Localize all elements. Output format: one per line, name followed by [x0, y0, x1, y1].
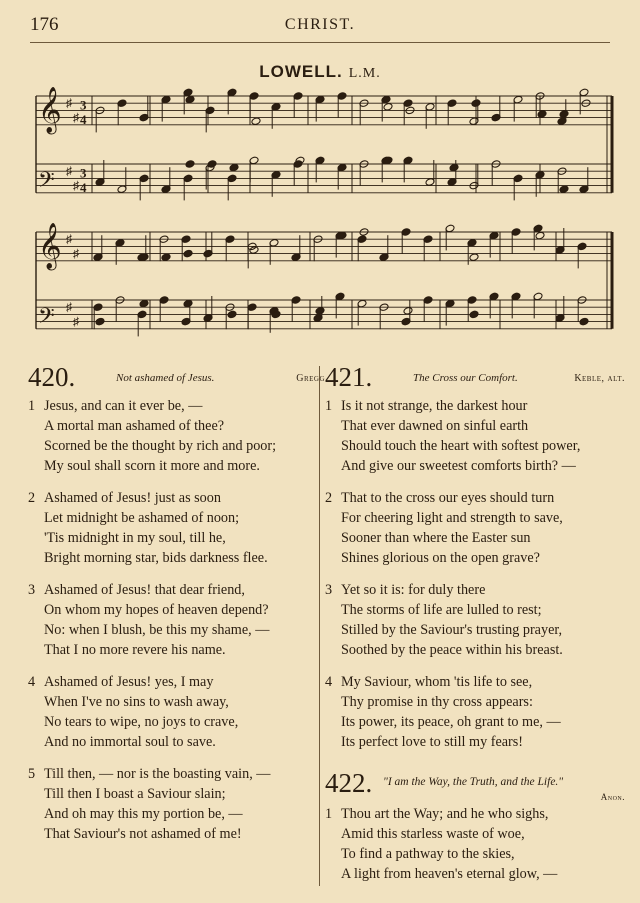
stanza-number: 4 — [325, 674, 333, 690]
note-head — [469, 310, 479, 319]
page-header — [30, 14, 610, 43]
stanza-line — [28, 396, 328, 416]
tune-meter: L.M. — [348, 66, 381, 81]
note-head — [185, 160, 195, 169]
hymn-421-header — [325, 362, 625, 392]
hymn-subtitle: Not ashamed of Jesus. — [116, 372, 215, 384]
note-head — [537, 110, 547, 119]
stanza-number: 3 — [325, 582, 333, 598]
stanza-line — [28, 548, 328, 568]
time-signature: 3 — [80, 165, 87, 181]
tune-name: LOWELL. — [259, 62, 343, 81]
sharp-icon: ♯ — [73, 110, 79, 125]
stanza-text: Amid this starless waste of woe, — [341, 826, 525, 842]
stanza-text: A light from heaven's eternal glow, — — [341, 866, 558, 882]
note-head — [471, 99, 481, 108]
stanza-line — [325, 396, 625, 416]
hymn-author: Anon. — [600, 792, 625, 802]
stanza-line — [325, 804, 625, 824]
stanza-text: Jesus, and can it ever be, — — [44, 398, 203, 414]
hymn-number: 422. — [325, 768, 373, 798]
stanza-line — [325, 732, 625, 752]
stanza-line — [28, 804, 328, 824]
hymn-number: 420. — [28, 362, 76, 392]
note-head — [559, 110, 569, 119]
hymn-422-header — [325, 766, 625, 804]
stanza-number: 2 — [325, 490, 333, 506]
stanza-text: Soothed by the peace within his breast. — [341, 642, 563, 658]
sharp-icon: ♯ — [66, 96, 72, 111]
stanza-line — [28, 640, 328, 660]
stanza-line — [28, 580, 328, 600]
stanza-number: 1 — [28, 398, 36, 414]
bass-clef-icon: 𝄢 — [38, 167, 55, 198]
stanza-text: Its power, its peace, oh grant to me, — — [341, 714, 561, 730]
stanza-text: My Saviour, whom 'tis life to see, — [341, 674, 533, 690]
stanza-line — [28, 436, 328, 456]
stanza-line — [325, 640, 625, 660]
stanza — [325, 580, 625, 660]
note-head — [207, 160, 217, 169]
stanza-line — [28, 620, 328, 640]
hymn-422-stanzas — [325, 804, 625, 884]
treble-clef-icon: 𝄞 — [38, 86, 62, 133]
sharp-icon: ♯ — [73, 246, 79, 261]
stanza-number: 1 — [325, 398, 333, 414]
note-head — [251, 117, 261, 126]
stanza-text: Till then, — nor is the boasting vain, — — [44, 766, 271, 782]
note-head — [449, 163, 459, 172]
stanza-line — [28, 712, 328, 732]
stanza-line — [28, 824, 328, 844]
column-left — [28, 362, 328, 844]
note-head — [161, 253, 171, 262]
stanza — [325, 488, 625, 568]
stanza-number: 5 — [28, 766, 36, 782]
stanza — [325, 396, 625, 476]
stanza-number: 4 — [28, 674, 36, 690]
stanza-text: Till then I boast a Saviour slain; — [44, 786, 226, 802]
stanza-text: Ashamed of Jesus! that dear friend, — [44, 582, 245, 598]
note-head — [535, 231, 545, 240]
stanza-text: That to the cross our eyes should turn — [341, 490, 555, 506]
stanza-text: And give our sweetest comforts birth? — — [341, 458, 576, 474]
page-number: 176 — [30, 14, 59, 35]
stanza-text: A mortal man ashamed of thee? — [44, 418, 225, 434]
note-head — [185, 95, 195, 104]
time-signature: 4 — [80, 179, 87, 195]
hymn-author: Keble, alt. — [574, 373, 625, 384]
stanza-line — [325, 456, 625, 476]
stanza-line — [28, 692, 328, 712]
stanza-line — [28, 416, 328, 436]
stanza-line — [28, 508, 328, 528]
note-head — [183, 249, 193, 258]
stanza-text: That I no more revere his name. — [44, 642, 226, 658]
stanza-line — [325, 712, 625, 732]
stanza-text: Thou art the Way; and he who sighs, — [341, 806, 549, 822]
sharp-icon: ♯ — [73, 178, 79, 193]
stanza — [28, 672, 328, 752]
stanza-number: 3 — [28, 582, 36, 598]
stanza-text: When I've no sins to wash away, — [44, 694, 229, 710]
stanza-text: No tears to wipe, no joys to crave, — [44, 714, 239, 730]
time-signature: 4 — [80, 111, 87, 127]
stanza-line — [325, 436, 625, 456]
stanza-text: For cheering light and strength to save, — [341, 510, 563, 526]
stanza-line — [325, 580, 625, 600]
stanza-line — [28, 456, 328, 476]
sharp-icon: ♯ — [66, 164, 72, 179]
stanza-text: To find a pathway to the skies, — [341, 846, 515, 862]
stanza-text: And oh may this my portion be, — — [44, 806, 243, 822]
stanza-text: My soul shall scorn it more and more. — [44, 458, 260, 474]
stanza-line — [28, 672, 328, 692]
stanza-text: Let midnight be ashamed of noon; — [44, 510, 240, 526]
stanza-text: Should touch the heart with softest power, — [341, 438, 581, 454]
music-score — [0, 84, 640, 354]
hymn-421-stanzas — [325, 396, 625, 752]
stanza-line — [325, 416, 625, 436]
stanza-text: Sooner than where the Easter sun — [341, 530, 531, 546]
stanza — [28, 488, 328, 568]
stanza-text: That ever dawned on sinful earth — [341, 418, 529, 434]
stanza-line — [325, 600, 625, 620]
stanza-line — [28, 784, 328, 804]
note-head — [183, 299, 193, 308]
stanza-text: Ashamed of Jesus! yes, I may — [44, 674, 214, 690]
stanza-number: 2 — [28, 490, 36, 506]
note-head — [227, 310, 237, 319]
hymn-number: 421. — [325, 362, 373, 392]
hymn-subtitle: The Cross our Comfort. — [413, 372, 518, 384]
column-right — [325, 362, 625, 884]
sharp-icon: ♯ — [73, 314, 79, 329]
note-head — [95, 317, 105, 326]
note-head — [469, 253, 479, 262]
stanza — [325, 672, 625, 752]
sharp-icon: ♯ — [66, 232, 72, 247]
stanza-text: And no immortal soul to save. — [44, 734, 216, 750]
stanza-text: Its perfect love to still my fears! — [341, 734, 524, 750]
stanza-line — [28, 764, 328, 784]
note-head — [315, 307, 325, 316]
stanza-line — [28, 600, 328, 620]
stanza-text: Yet so it is: for duly there — [341, 582, 486, 598]
stanza-line — [325, 488, 625, 508]
stanza-text: Scorned be the thought by rich and poor; — [44, 438, 277, 454]
stanza — [28, 764, 328, 844]
stanza-line — [325, 672, 625, 692]
stanza-text: Stilled by the Saviour's trusting prayer, — [341, 622, 563, 638]
stanza-text: That Saviour's not ashamed of me! — [44, 826, 242, 842]
note-head — [229, 163, 239, 172]
stanza-line — [28, 528, 328, 548]
stanza-text: Shines glorious on the open grave? — [341, 550, 540, 566]
stanza-text: Ashamed of Jesus! just as soon — [44, 490, 221, 506]
note-head — [383, 103, 393, 112]
stanza-text: On whom my hopes of heaven depend? — [44, 602, 269, 618]
stanza-line — [325, 620, 625, 640]
stanza-text: 'Tis midnight in my soul, till he, — [44, 530, 226, 546]
note-head — [139, 299, 149, 308]
stanza-text: No: when I blush, be this my shame, — — [44, 622, 270, 638]
stanza — [28, 396, 328, 476]
stanza-line — [325, 548, 625, 568]
bass-clef-icon: 𝄢 — [38, 303, 55, 334]
stanza — [325, 804, 625, 884]
stanza-number: 1 — [325, 806, 333, 822]
stanza-line — [28, 488, 328, 508]
treble-clef-icon: 𝄞 — [38, 222, 62, 269]
hymn-420-header — [28, 362, 328, 392]
stanza-line — [325, 528, 625, 548]
tune-title — [0, 62, 640, 82]
note-head — [403, 307, 413, 316]
stanza-text: Bright morning star, bids darkness flee. — [44, 550, 268, 566]
stanza-text: Thy promise in thy cross appears: — [341, 694, 533, 710]
stanza-line — [28, 732, 328, 752]
stanza — [28, 580, 328, 660]
stanza-line — [325, 824, 625, 844]
hymn-420-stanzas — [28, 396, 328, 844]
stanza-text: Is it not strange, the darkest hour — [341, 398, 528, 414]
sharp-icon: ♯ — [66, 300, 72, 315]
stanza-line — [325, 508, 625, 528]
stanza-line — [325, 864, 625, 884]
running-head: CHRIST. — [284, 16, 356, 33]
hymn-subtitle: "I am the Way, the Truth, and the Life." — [383, 776, 564, 788]
stanza-text: The storms of life are lulled to rest; — [341, 602, 542, 618]
time-signature: 3 — [80, 97, 87, 113]
stanza-line — [325, 844, 625, 864]
note-head — [579, 317, 589, 326]
hymn-author: Gregg. — [296, 373, 328, 384]
stanza-line — [325, 692, 625, 712]
note-head — [559, 185, 569, 194]
